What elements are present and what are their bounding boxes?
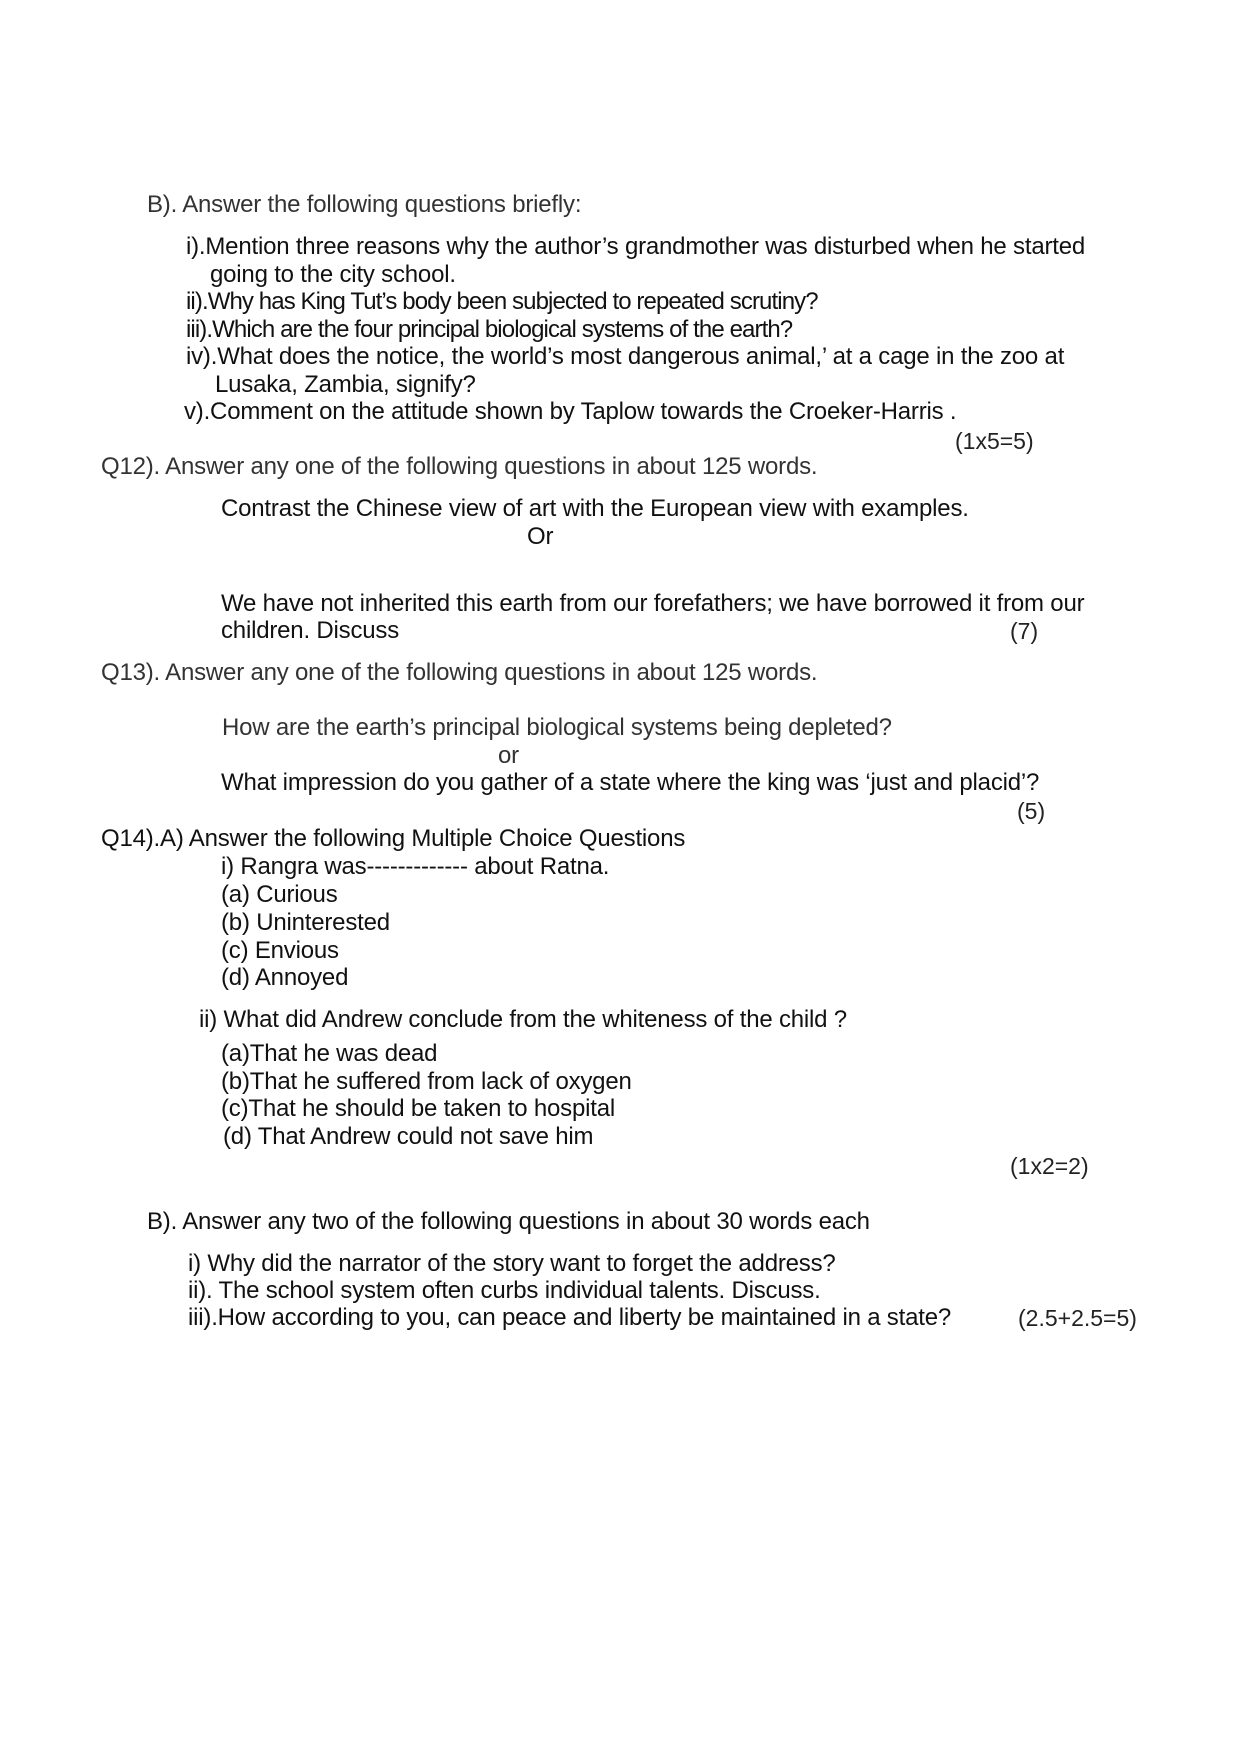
question-item-continued: Lusaka, Zambia, signify? — [215, 371, 476, 398]
q12-heading: Q12). Answer any one of the following questions in about 125 words. — [101, 453, 818, 480]
mcq-option: (b) Uninterested — [221, 909, 390, 936]
mcq-option: (a) Curious — [221, 881, 338, 908]
q14-heading: Q14).A) Answer the following Multiple Choice Questions — [101, 825, 686, 852]
question-item: iii).How according to you, can peace and liberty be maintained in a state? — [188, 1304, 951, 1331]
question-item-continued: going to the city school. — [210, 261, 456, 288]
question-item: i) Why did the narrator of the story want to forget the address? — [188, 1250, 836, 1277]
marks-label: (1x2=2) — [1010, 1153, 1089, 1179]
mcq-option: (b)That he suffered from lack of oxygen — [221, 1068, 632, 1095]
q13-heading: Q13). Answer any one of the following questions in about 125 words. — [101, 659, 818, 686]
section-b1-heading: B). Answer the following questions briefly: — [147, 191, 582, 218]
mcq-question: ii) What did Andrew conclude from the whiteness of the child ? — [199, 1006, 847, 1033]
question-item: iii).Which are the four principal biological systems of the earth? — [186, 316, 793, 343]
question-item: v).Comment on the attitude shown by Taplow towards the Croeker-Harris . — [184, 398, 957, 425]
mcq-question: i) Rangra was------------- about Ratna. — [221, 853, 610, 880]
mcq-option: (d) That Andrew could not save him — [223, 1123, 594, 1150]
mcq-option: (c)That he should be taken to hospital — [221, 1095, 615, 1122]
q13-option-2: What impression do you gather of a state where the king was ‘just and placid’? — [221, 769, 1040, 796]
q12-option-2-continued: children. Discuss — [221, 617, 399, 644]
question-item: ii). The school system often curbs individual talents. Discuss. — [188, 1277, 821, 1304]
mcq-option: (d) Annoyed — [221, 964, 349, 991]
question-item: i).Mention three reasons why the author’s grandmother was disturbed when he started — [186, 233, 1086, 260]
q13-option-1: How are the earth’s principal biological systems being depleted? — [222, 714, 892, 741]
question-item: iv).What does the notice, the world’s most dangerous animal,’ at a cage in the zoo at — [186, 343, 1065, 370]
marks-label: (1x5=5) — [955, 428, 1034, 454]
q12-option-1: Contrast the Chinese view of art with the European view with examples. — [221, 495, 969, 522]
q12-or: Or — [527, 523, 554, 550]
marks-label: (7) — [1010, 618, 1039, 644]
mcq-option: (a)That he was dead — [221, 1040, 438, 1067]
marks-label: (2.5+2.5=5) — [1018, 1305, 1137, 1331]
q13-or: or — [498, 742, 519, 769]
q12-option-2: We have not inherited this earth from our forefathers; we have borrowed it from our — [221, 590, 1085, 617]
section-b2-heading: B). Answer any two of the following questions in about 30 words each — [147, 1208, 870, 1235]
marks-label: (5) — [1017, 798, 1046, 824]
question-item: ii).Why has King Tut’s body been subjected to repeated scrutiny? — [186, 288, 818, 315]
mcq-option: (c) Envious — [221, 937, 339, 964]
